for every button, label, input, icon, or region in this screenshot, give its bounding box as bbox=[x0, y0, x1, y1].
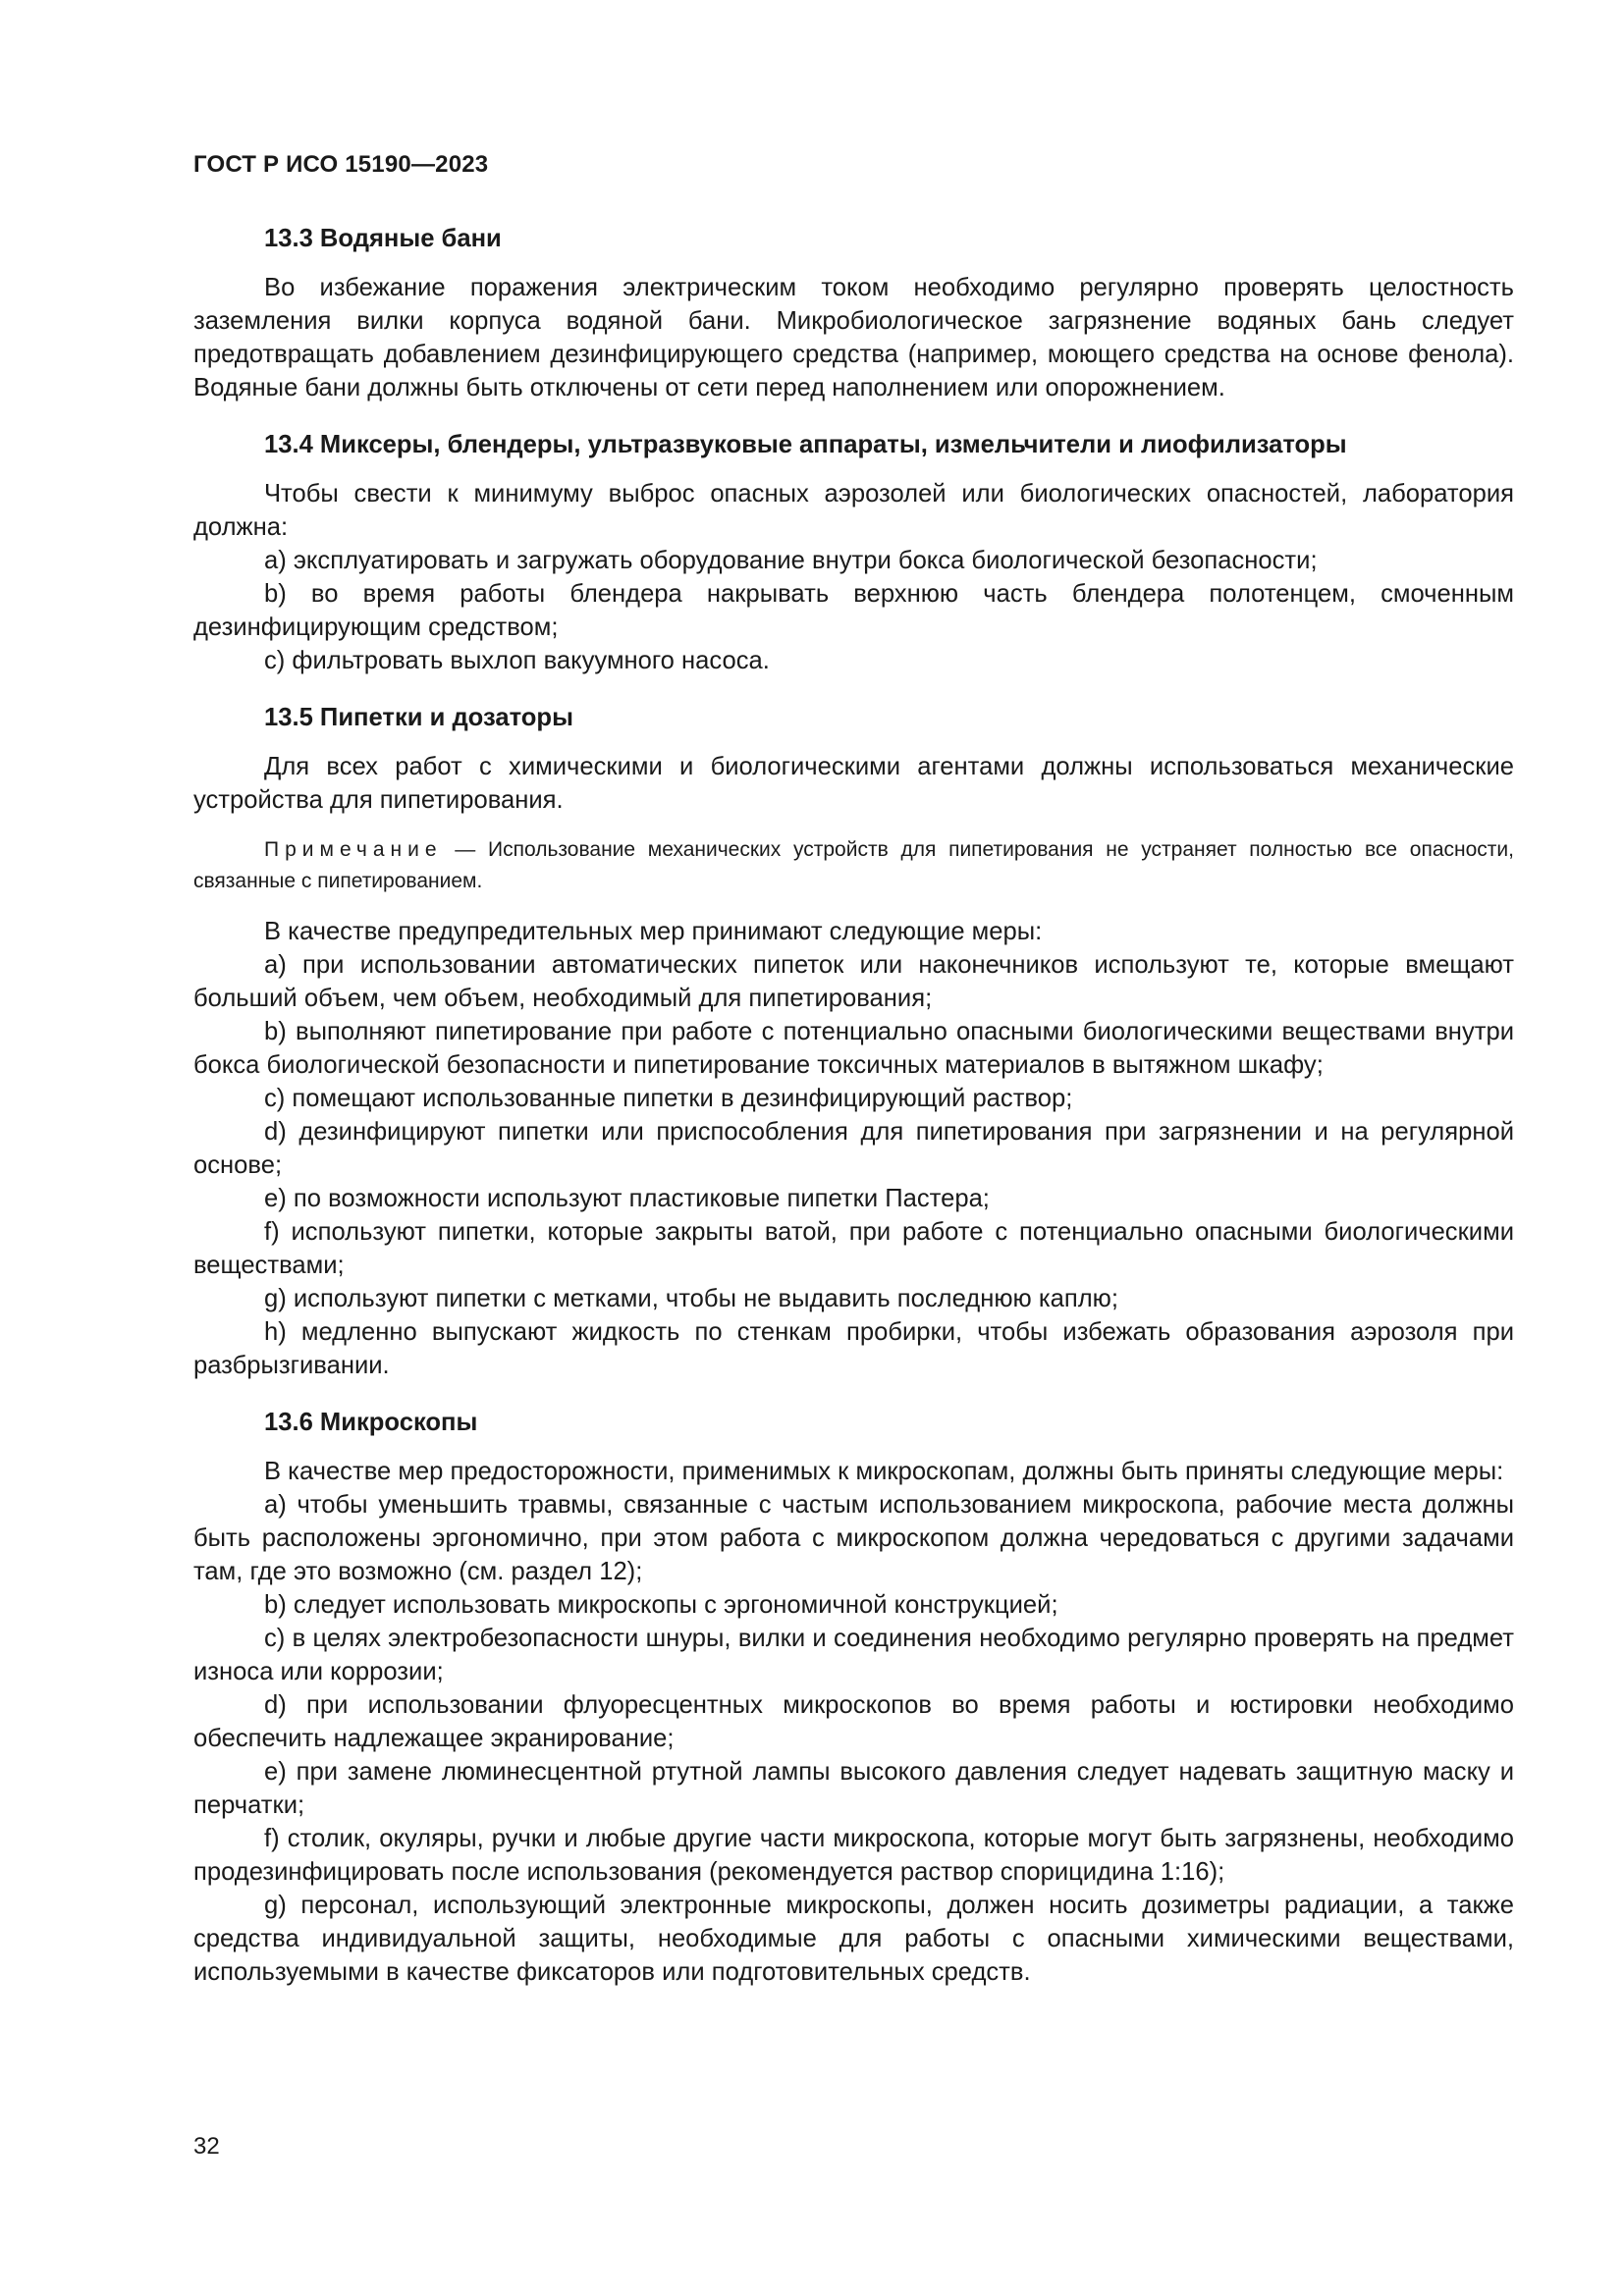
list-item: c) фильтровать выхлоп вакуумного насоса. bbox=[264, 647, 770, 674]
list-item: b) во время работы блендера накрывать верхнюю часть блендера полотенцем, смоченным дезинфицирующим средством; bbox=[193, 580, 1514, 641]
list-item: d) при использовании флуоресцентных микроскопов во время работы и юстировки необходимо обеспечить надлежащее экранирование; bbox=[193, 1691, 1514, 1752]
list-item: c) в целях электробезопасности шнуры, вилки и соединения необходимо регулярно проверять на предмет износа или коррозии; bbox=[193, 1625, 1514, 1685]
list-item: d) дезинфицируют пипетки или приспособления для пипетирования при загрязнении и на регулярной основе; bbox=[193, 1118, 1514, 1179]
section-13-3-paragraph: Во избежание поражения электрическим током необходимо регулярно проверять целостность заземления вилки корпуса водяной бани. Микробиологическое загрязнение водяных бань следует предотвращать добавлением дезинфицирующего средства (например, моющего средства на основе фенола). Водяные бани должны быть отключены от сети перед наполнением или опорожнением. bbox=[193, 274, 1514, 401]
list-item: g) используют пипетки с метками, чтобы не выдавить последнюю каплю; bbox=[264, 1285, 1118, 1312]
note-text: — Использование механических устройств для пипетирования не устраняет полностью все опасности, связанные с пипетированием. bbox=[193, 838, 1514, 892]
list-item: h) медленно выпускают жидкость по стенкам пробирки, чтобы избежать образования аэрозоля при разбрызгивании. bbox=[193, 1318, 1514, 1379]
list-item: f) используют пипетки, которые закрыты ватой, при работе с потенциально опасными биологическими веществами; bbox=[193, 1218, 1514, 1279]
section-13-5-title: 13.5 Пипетки и дозаторы bbox=[264, 704, 573, 731]
list-item: a) при использовании автоматических пипеток или наконечников используют те, которые вмещают больший объем, чем объем, необходимый для пипетирования; bbox=[193, 951, 1514, 1012]
list-item: c) помещают использованные пипетки в дезинфицирующий раствор; bbox=[264, 1085, 1073, 1112]
list-item: a) эксплуатировать и загружать оборудование внутри бокса биологической безопасности; bbox=[264, 547, 1318, 574]
list-item: e) при замене люминесцентной ртутной лампы высокого давления следует надевать защитную маску и перчатки; bbox=[193, 1758, 1514, 1819]
note bbox=[193, 834, 1514, 897]
section-13-5-paragraph: Для всех работ с химическими и биологическими агентами должны использоваться механические устройства для пипетирования. bbox=[193, 753, 1514, 814]
list-item: b) следует использовать микроскопы с эргономичной конструкцией; bbox=[264, 1591, 1058, 1619]
list-item: e) по возможности используют пластиковые пипетки Пастера; bbox=[264, 1185, 990, 1212]
section-13-3-title: 13.3 Водяные бани bbox=[264, 225, 502, 252]
list-item: f) столик, окуляры, ручки и любые другие части микроскопа, которые могут быть загрязнены, необходимо продезинфицировать после использования (рекомендуется раствор спорицидина 1:16); bbox=[193, 1825, 1514, 1886]
note-label: Примечание bbox=[264, 838, 443, 861]
list-item: g) персонал, использующий электронные микроскопы, должен носить дозиметры радиации, а также средства индивидуальной защиты, необходимые для работы с опасными химическими веществами, используемыми в качестве фиксаторов или подготовительных средств. bbox=[193, 1892, 1514, 1986]
section-13-6-title: 13.6 Микроскопы bbox=[264, 1409, 478, 1436]
standard-header: ГОСТ Р ИСО 15190—2023 bbox=[193, 151, 489, 178]
section-13-4-title: 13.4 Миксеры, блендеры, ультразвуковые аппараты, измельчители и лиофилизаторы bbox=[264, 431, 1347, 458]
document-body bbox=[193, 222, 1514, 1989]
list-item: b) выполняют пипетирование при работе с потенциально опасными биологическими веществами внутри бокса биологической безопасности и пипетирование токсичных материалов в вытяжном шкафу; bbox=[193, 1018, 1514, 1079]
list-item: a) чтобы уменьшить травмы, связанные с частым использованием микроскопа, рабочие места должны быть расположены эргономично, при этом работа с микроскопом должна чередоваться с другими задачами там, где это возможно (см. раздел 12); bbox=[193, 1491, 1514, 1585]
section-13-6-intro: В качестве мер предосторожности, применимых к микроскопам, должны быть приняты следующие меры: bbox=[264, 1458, 1504, 1485]
section-13-4-intro: Чтобы свести к минимуму выброс опасных аэрозолей или биологических опасностей, лаборатория должна: bbox=[193, 480, 1514, 541]
section-13-5-intro: В качестве предупредительных мер принимают следующие меры: bbox=[264, 918, 1043, 945]
page-number: 32 bbox=[193, 2133, 220, 2160]
